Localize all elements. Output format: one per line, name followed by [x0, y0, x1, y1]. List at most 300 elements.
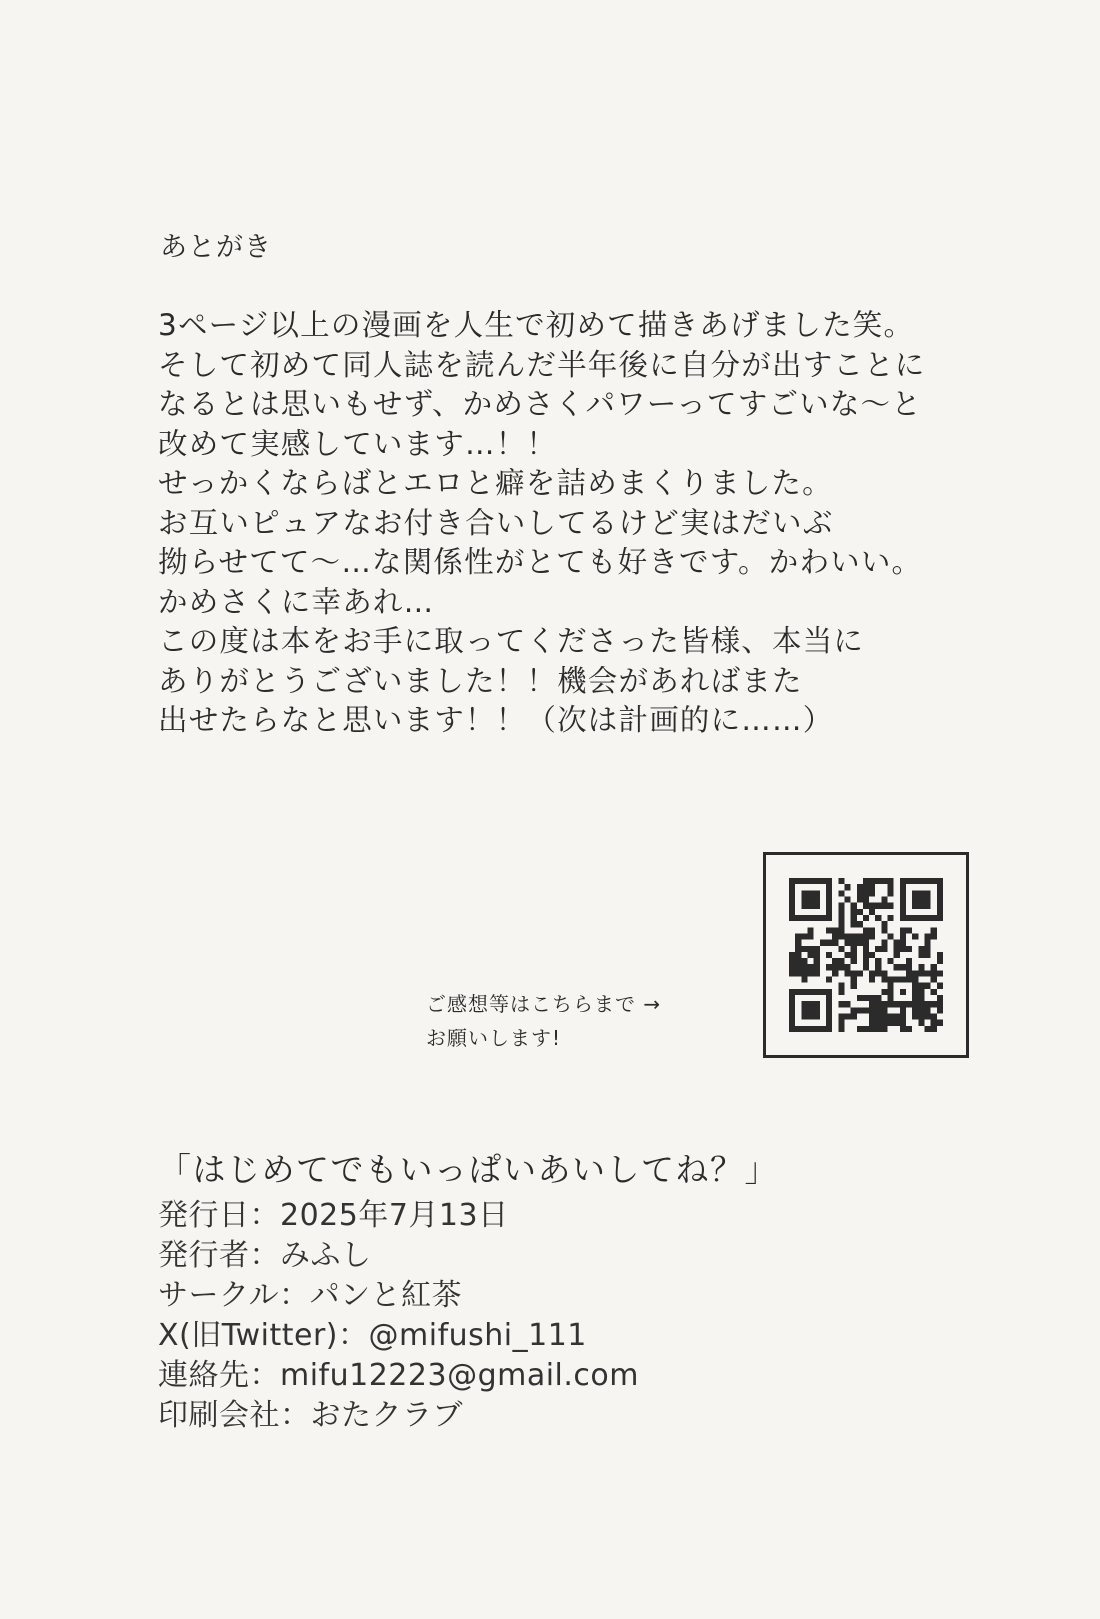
- qr-module: [900, 989, 906, 995]
- qr-module: [900, 927, 906, 933]
- qr-module: [814, 896, 820, 902]
- qr-module: [937, 995, 943, 1001]
- qr-module: [838, 1020, 844, 1026]
- qr-module: [931, 964, 937, 970]
- qr-module: [851, 983, 857, 989]
- qr-module: [888, 878, 894, 884]
- qr-module: [844, 933, 850, 939]
- qr-module: [888, 903, 894, 909]
- qr-module: [931, 989, 937, 995]
- qr-module: [869, 952, 875, 958]
- qr-module: [900, 909, 906, 915]
- qr-module: [881, 921, 887, 927]
- qr-module: [807, 933, 813, 939]
- qr-module: [900, 933, 906, 939]
- qr-module: [912, 890, 918, 896]
- qr-module: [925, 1001, 931, 1007]
- qr-module: [826, 896, 832, 902]
- qr-module: [869, 933, 875, 939]
- qr-module: [925, 896, 931, 902]
- qr-module: [789, 890, 795, 896]
- qr-module: [789, 884, 795, 890]
- qr-module: [844, 884, 850, 890]
- qr-module: [918, 983, 924, 989]
- qr-module: [826, 878, 832, 884]
- qr-module: [820, 878, 826, 884]
- qr-module: [863, 952, 869, 958]
- qr-module: [931, 1014, 937, 1020]
- qr-module: [789, 1020, 795, 1026]
- qr-module: [937, 909, 943, 915]
- qr-module: [894, 946, 900, 952]
- qr-module: [801, 977, 807, 983]
- qr-module: [838, 958, 844, 964]
- qr-module: [906, 964, 912, 970]
- qr-module: [807, 903, 813, 909]
- qr-module: [906, 970, 912, 976]
- qr-module: [937, 1007, 943, 1013]
- qr-module: [918, 989, 924, 995]
- qr-module: [937, 878, 943, 884]
- qr-module: [789, 1001, 795, 1007]
- qr-module: [838, 1014, 844, 1020]
- qr-module: [918, 890, 924, 896]
- feedback-line-1: ご感想等はこちらまで →: [426, 992, 662, 1016]
- qr-module: [795, 915, 801, 921]
- qr-module: [795, 1026, 801, 1032]
- qr-module: [900, 915, 906, 921]
- qr-module: [881, 977, 887, 983]
- qr-module: [906, 946, 912, 952]
- qr-module: [851, 940, 857, 946]
- qr-module: [844, 940, 850, 946]
- qr-module: [912, 983, 918, 989]
- qr-module: [918, 1007, 924, 1013]
- qr-module: [826, 964, 832, 970]
- qr-module: [900, 903, 906, 909]
- qr-module: [869, 903, 875, 909]
- qr-module: [900, 890, 906, 896]
- qr-module: [906, 1001, 912, 1007]
- qr-module: [795, 933, 801, 939]
- qr-module: [888, 989, 894, 995]
- qr-module: [912, 903, 918, 909]
- qr-module: [888, 933, 894, 939]
- qr-module: [789, 1007, 795, 1013]
- afterword-line: かめさくに幸あれ…: [158, 584, 435, 619]
- qr-module: [826, 1014, 832, 1020]
- qr-module: [857, 909, 863, 915]
- qr-module: [801, 1026, 807, 1032]
- qr-module: [937, 890, 943, 896]
- qr-module: [795, 946, 801, 952]
- qr-module: [925, 1014, 931, 1020]
- qr-module: [894, 1001, 900, 1007]
- qr-module: [826, 1001, 832, 1007]
- qr-module: [925, 952, 931, 958]
- qr-module: [918, 1001, 924, 1007]
- qr-module: [838, 878, 844, 884]
- qr-module: [814, 989, 820, 995]
- qr-module: [814, 958, 820, 964]
- afterword-line: 3ページ以上の漫画を人生で初めて描きあげました笑。: [158, 308, 915, 342]
- qr-module: [814, 946, 820, 952]
- qr-module: [801, 903, 807, 909]
- qr-module: [826, 915, 832, 921]
- qr-module: [851, 903, 857, 909]
- qr-module: [918, 952, 924, 958]
- qr-module: [881, 878, 887, 884]
- qr-module: [869, 970, 875, 976]
- book-title: 「はじめてでもいっぱいあいしてね？」: [158, 1150, 779, 1189]
- qr-module: [881, 903, 887, 909]
- qr-module: [826, 903, 832, 909]
- qr-module: [807, 964, 813, 970]
- qr-module: [789, 958, 795, 964]
- qr-module: [863, 946, 869, 952]
- qr-module: [875, 1020, 881, 1026]
- contact-email[interactable]: 連絡先：mifu12223@gmail.com: [158, 1358, 639, 1393]
- qr-module: [857, 970, 863, 976]
- qr-module: [875, 1001, 881, 1007]
- qr-module: [869, 884, 875, 890]
- qr-module: [820, 989, 826, 995]
- qr-module: [857, 884, 863, 890]
- qr-module: [918, 1020, 924, 1026]
- qr-module: [807, 1014, 813, 1020]
- qr-module: [857, 890, 863, 896]
- x-twitter-handle[interactable]: X(旧Twitter)：@mifushi_111: [158, 1318, 587, 1353]
- qr-module: [795, 989, 801, 995]
- qr-module: [857, 1026, 863, 1032]
- qr-module: [906, 977, 912, 983]
- qr-module: [888, 983, 894, 989]
- qr-module: [826, 995, 832, 1001]
- qr-module: [844, 952, 850, 958]
- qr-module: [937, 915, 943, 921]
- qr-module: [925, 1007, 931, 1013]
- qr-module: [906, 1026, 912, 1032]
- qr-module: [863, 933, 869, 939]
- qr-module: [801, 989, 807, 995]
- qr-module: [789, 909, 795, 915]
- qr-module: [826, 927, 832, 933]
- afterword-line: ありがとうございました！！機会があればまた: [158, 663, 803, 698]
- qr-module: [863, 927, 869, 933]
- qr-module: [838, 927, 844, 933]
- qr-module: [801, 878, 807, 884]
- qr-module: [814, 1026, 820, 1032]
- qr-module: [844, 964, 850, 970]
- qr-module: [863, 940, 869, 946]
- qr-module: [894, 977, 900, 983]
- qr-module: [789, 1026, 795, 1032]
- qr-module: [925, 903, 931, 909]
- qr-module: [931, 1001, 937, 1007]
- qr-module: [918, 896, 924, 902]
- qr-module: [925, 946, 931, 952]
- qr-module: [863, 878, 869, 884]
- qr-module: [814, 903, 820, 909]
- qr-module: [789, 903, 795, 909]
- qr-module: [826, 909, 832, 915]
- qr-module: [801, 964, 807, 970]
- qr-module: [807, 927, 813, 933]
- qr-module: [912, 933, 918, 939]
- qr-module: [925, 970, 931, 976]
- qr-module: [906, 878, 912, 884]
- afterword-line: なるとは思いもせず、かめさくパワーってすごいな～と: [158, 387, 922, 421]
- qr-module: [906, 958, 912, 964]
- qr-module: [894, 952, 900, 958]
- qr-module: [814, 964, 820, 970]
- qr-module: [863, 958, 869, 964]
- qr-module: [801, 896, 807, 902]
- qr-module: [814, 952, 820, 958]
- qr-module: [844, 1001, 850, 1007]
- qr-module: [851, 933, 857, 939]
- qr-module: [869, 878, 875, 884]
- qr-module: [814, 878, 820, 884]
- qr-module: [888, 890, 894, 896]
- afterword-line: 拗らせてて～…な関係性がとても好きです。かわいい。: [158, 545, 923, 579]
- qr-module: [912, 1001, 918, 1007]
- qr-module: [875, 970, 881, 976]
- qr-module: [888, 1001, 894, 1007]
- qr-module: [888, 1020, 894, 1026]
- qr-module: [918, 878, 924, 884]
- qr-module: [937, 958, 943, 964]
- qr-module: [875, 946, 881, 952]
- qr-module: [931, 970, 937, 976]
- qr-module: [789, 896, 795, 902]
- qr-module: [801, 1007, 807, 1013]
- qr-module: [900, 1007, 906, 1013]
- qr-module: [801, 933, 807, 939]
- qr-module: [789, 952, 795, 958]
- qr-module: [900, 1001, 906, 1007]
- qr-module: [931, 915, 937, 921]
- qr-module: [925, 890, 931, 896]
- qr-module: [912, 989, 918, 995]
- qr-module: [857, 995, 863, 1001]
- qr-module: [820, 1026, 826, 1032]
- qr-module: [826, 989, 832, 995]
- qr-module: [838, 915, 844, 921]
- qr-module: [894, 940, 900, 946]
- qr-module: [807, 952, 813, 958]
- qr-code-icon: [789, 878, 943, 1032]
- qr-module: [807, 1001, 813, 1007]
- qr-module: [869, 1020, 875, 1026]
- qr-module: [857, 921, 863, 927]
- qr-module: [869, 909, 875, 915]
- qr-module: [807, 970, 813, 976]
- qr-module: [807, 890, 813, 896]
- qr-module: [801, 915, 807, 921]
- qr-module: [820, 940, 826, 946]
- qr-module: [912, 915, 918, 921]
- qr-module: [881, 1001, 887, 1007]
- qr-module: [869, 927, 875, 933]
- qr-module: [838, 989, 844, 995]
- qr-module: [851, 958, 857, 964]
- colophon: [158, 1144, 1018, 1436]
- qr-module: [863, 995, 869, 1001]
- qr-module: [807, 878, 813, 884]
- qr-module: [832, 940, 838, 946]
- qr-module: [851, 977, 857, 983]
- qr-module: [826, 1007, 832, 1013]
- qr-module: [863, 903, 869, 909]
- qr-module: [838, 1026, 844, 1032]
- qr-module: [918, 946, 924, 952]
- qr-module: [900, 946, 906, 952]
- qr-module: [814, 1007, 820, 1013]
- qr-module: [937, 970, 943, 976]
- qr-module: [900, 878, 906, 884]
- qr-module: [900, 884, 906, 890]
- publisher: 発行者：みふし: [158, 1238, 372, 1273]
- qr-module: [801, 1001, 807, 1007]
- qr-module: [894, 1020, 900, 1026]
- qr-module: [826, 884, 832, 890]
- qr-module: [814, 915, 820, 921]
- printing-company: 印刷会社：おたクラブ: [158, 1398, 463, 1433]
- colophon-list: [158, 1196, 1018, 1436]
- qr-module: [789, 878, 795, 884]
- qr-module: [795, 952, 801, 958]
- qr-module: [894, 1014, 900, 1020]
- qr-module: [795, 958, 801, 964]
- qr-module: [814, 1014, 820, 1020]
- qr-module: [881, 1026, 887, 1032]
- qr-module: [869, 1001, 875, 1007]
- qr-module: [937, 1020, 943, 1026]
- qr-module: [832, 927, 838, 933]
- qr-module: [826, 977, 832, 983]
- qr-module: [869, 995, 875, 1001]
- qr-module: [789, 970, 795, 976]
- qr-module: [906, 915, 912, 921]
- qr-module: [844, 1014, 850, 1020]
- qr-module: [875, 1007, 881, 1013]
- qr-module: [937, 1001, 943, 1007]
- afterword-line: そして初めて同人誌を読んだ半年後に自分が出すことに: [158, 347, 926, 382]
- qr-module: [795, 964, 801, 970]
- qr-module: [918, 970, 924, 976]
- qr-module: [888, 1014, 894, 1020]
- qr-module: [912, 977, 918, 983]
- qr-module: [863, 915, 869, 921]
- qr-module: [894, 964, 900, 970]
- qr-module: [925, 933, 931, 939]
- qr-module: [881, 970, 887, 976]
- qr-module: [826, 1026, 832, 1032]
- qr-module: [900, 940, 906, 946]
- qr-module: [789, 995, 795, 1001]
- qr-module: [918, 964, 924, 970]
- qr-module: [931, 927, 937, 933]
- qr-module: [875, 1014, 881, 1020]
- afterword-heading: あとがき: [160, 232, 272, 263]
- qr-module: [881, 1020, 887, 1026]
- qr-module: [888, 995, 894, 1001]
- qr-module: [937, 884, 943, 890]
- qr-module: [918, 1014, 924, 1020]
- qr-module: [937, 903, 943, 909]
- qr-module: [851, 952, 857, 958]
- qr-module: [900, 1020, 906, 1026]
- qr-module: [789, 989, 795, 995]
- qr-module: [937, 896, 943, 902]
- qr-module: [931, 977, 937, 983]
- qr-module: [844, 970, 850, 976]
- qr-module: [826, 890, 832, 896]
- qr-module: [925, 915, 931, 921]
- qr-module: [851, 915, 857, 921]
- qr-module: [900, 977, 906, 983]
- qr-module: [789, 964, 795, 970]
- qr-module: [888, 915, 894, 921]
- qr-module: [838, 983, 844, 989]
- qr-module: [875, 878, 881, 884]
- qr-module: [851, 921, 857, 927]
- qr-module: [931, 933, 937, 939]
- qr-module: [838, 964, 844, 970]
- qr-module: [801, 890, 807, 896]
- afterword-line: 出せたらなと思います！！（次は計画的に……）: [158, 703, 834, 737]
- qr-module: [937, 952, 943, 958]
- qr-module: [838, 903, 844, 909]
- qr-module: [807, 915, 813, 921]
- qr-module: [807, 989, 813, 995]
- qr-module: [925, 983, 931, 989]
- qr-module: [925, 940, 931, 946]
- qr-module: [795, 878, 801, 884]
- qr-module: [863, 1026, 869, 1032]
- qr-module: [888, 958, 894, 964]
- qr-module: [832, 970, 838, 976]
- qr-module: [789, 915, 795, 921]
- qr-code[interactable]: [763, 852, 969, 1058]
- qr-module: [881, 1007, 887, 1013]
- qr-module: [869, 1007, 875, 1013]
- qr-module: [912, 1014, 918, 1020]
- qr-module: [912, 995, 918, 1001]
- qr-module: [875, 958, 881, 964]
- qr-module: [875, 915, 881, 921]
- qr-module: [888, 884, 894, 890]
- qr-module: [900, 1014, 906, 1020]
- afterword-text: [158, 306, 1018, 741]
- qr-module: [838, 946, 844, 952]
- qr-module: [906, 927, 912, 933]
- qr-module: [807, 946, 813, 952]
- qr-module: [931, 878, 937, 884]
- qr-module: [807, 1026, 813, 1032]
- qr-module: [826, 1020, 832, 1026]
- qr-module: [826, 952, 832, 958]
- qr-module: [918, 903, 924, 909]
- qr-module: [807, 1007, 813, 1013]
- qr-module: [826, 940, 832, 946]
- qr-module: [814, 970, 820, 976]
- qr-module: [863, 1007, 869, 1013]
- qr-module: [857, 1007, 863, 1013]
- qr-module: [863, 964, 869, 970]
- qr-module: [814, 890, 820, 896]
